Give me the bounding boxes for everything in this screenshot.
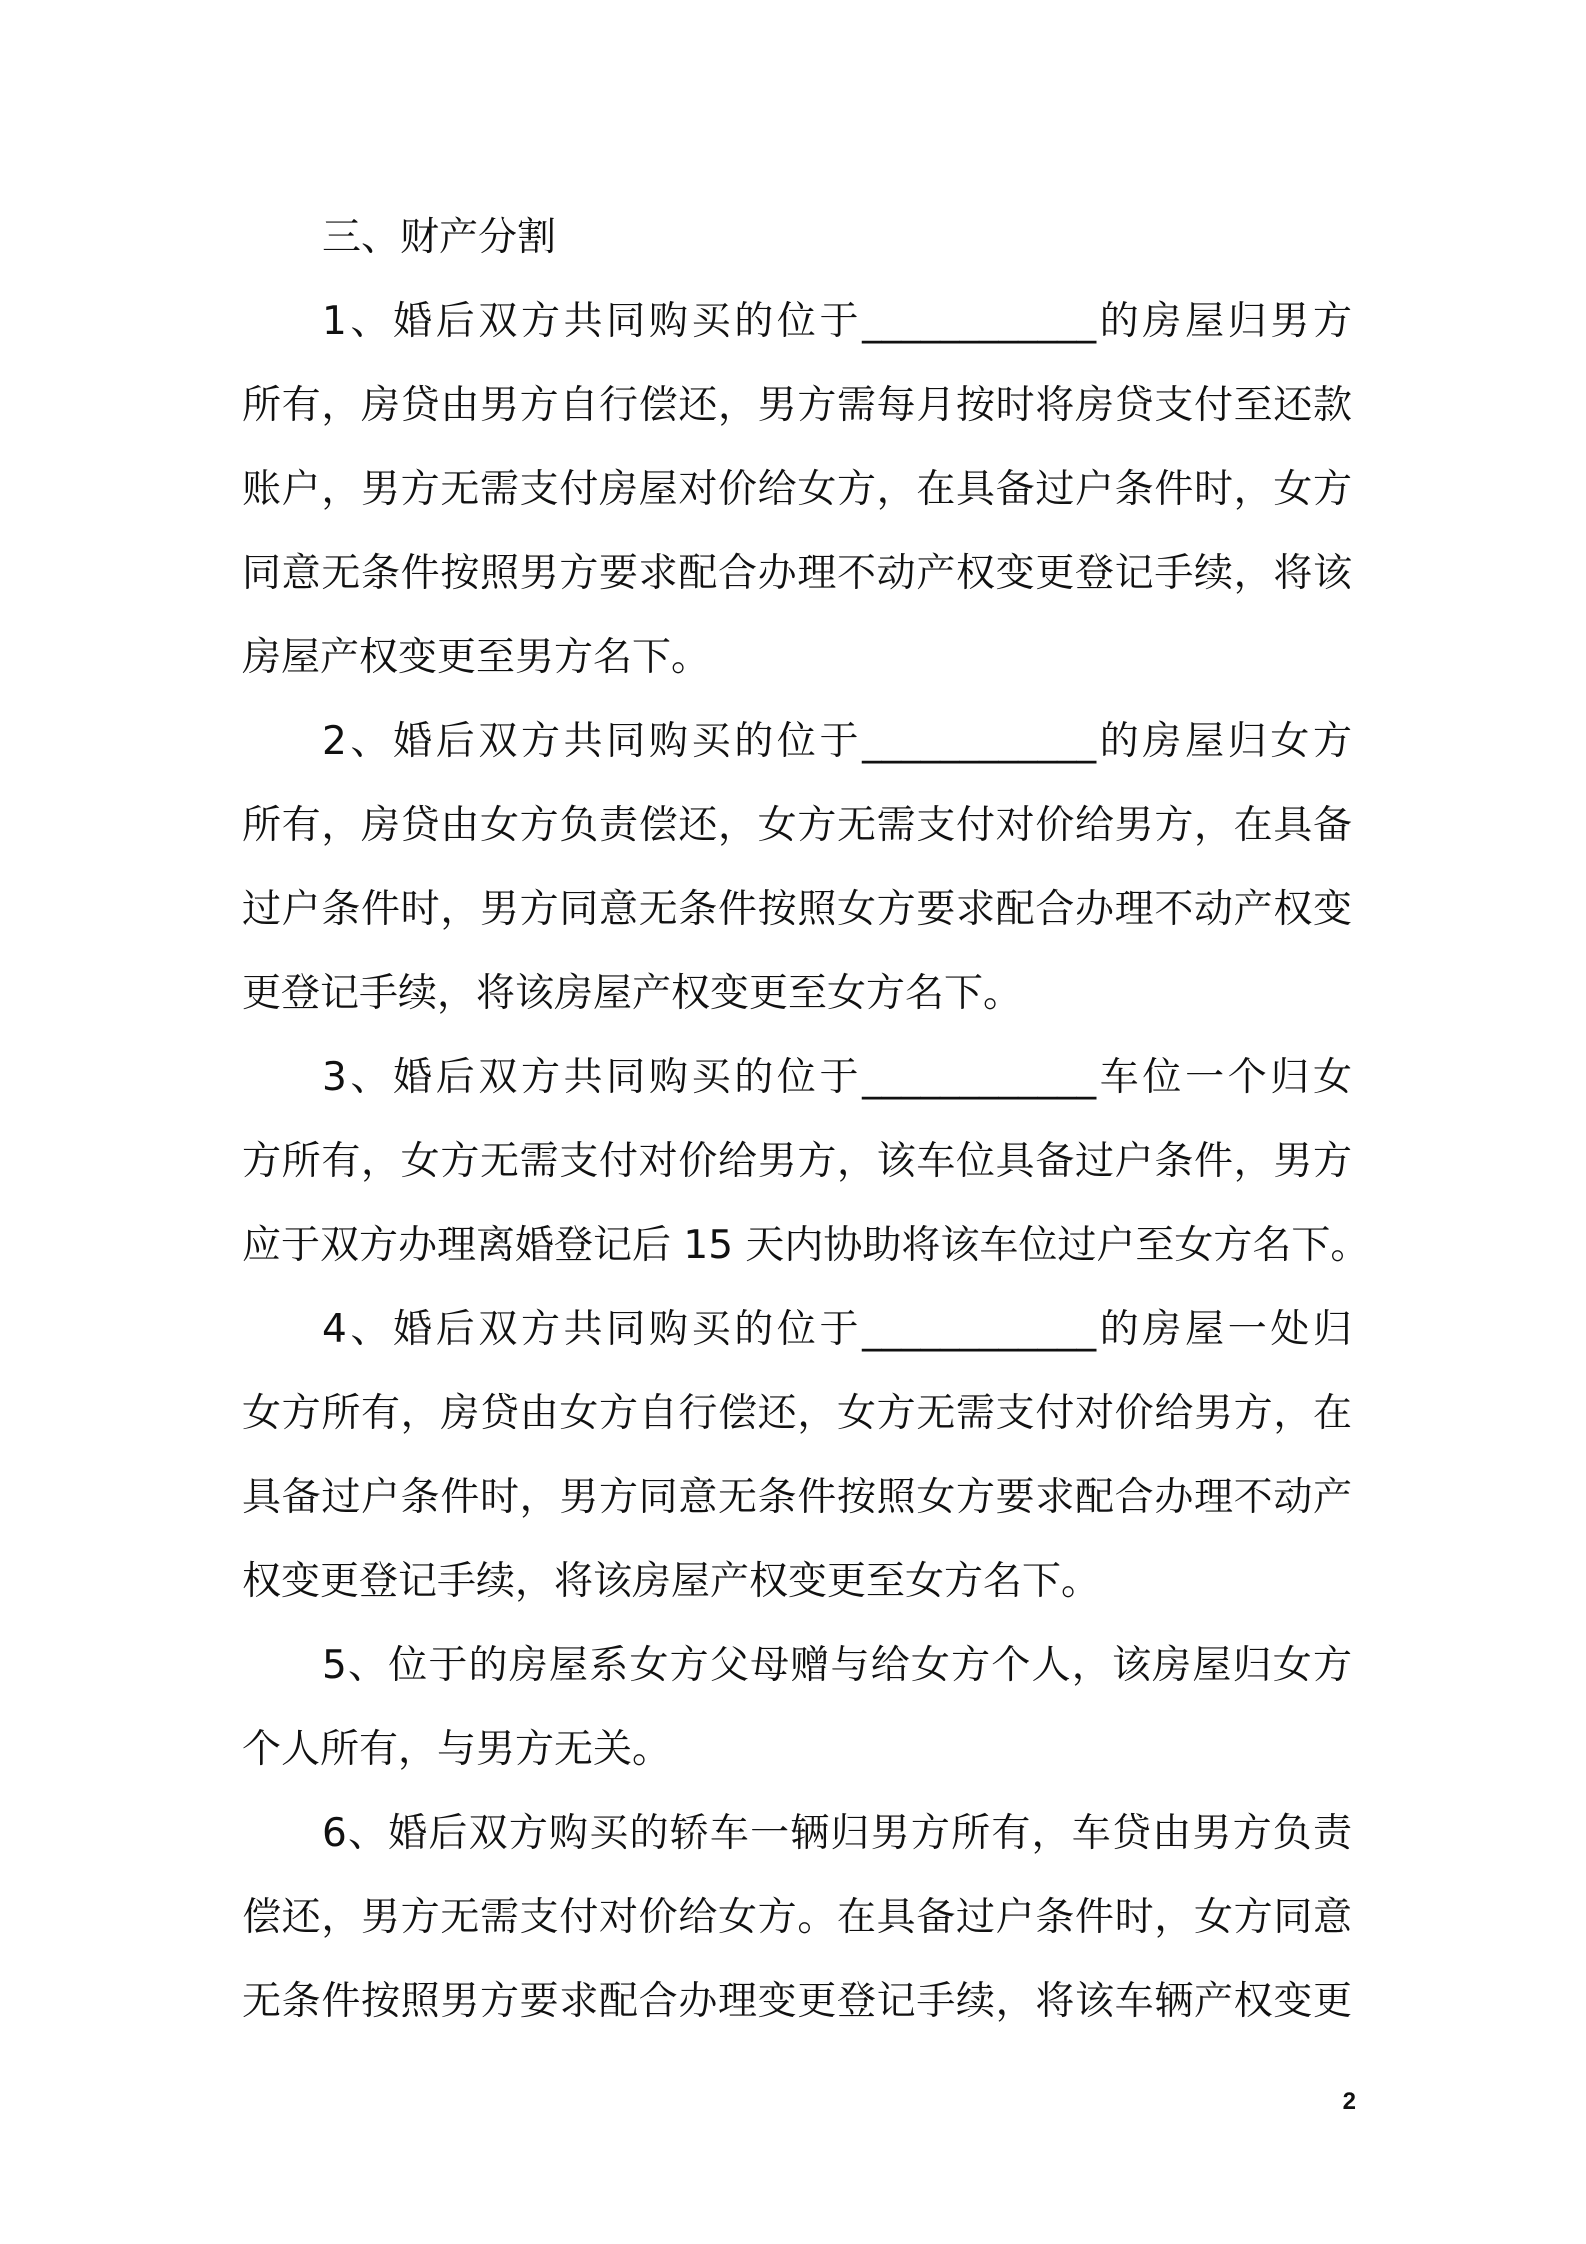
paragraph-item-4 (242, 1288, 1352, 1624)
paragraph-line: 6、婚后双方购买的轿车一辆归男方所有，车贷由男方负责 (322, 1811, 1352, 1856)
paragraph-line: 权变更登记手续，将该房屋产权变更至女方名下。 (242, 1559, 1101, 1604)
paragraph-line: 账户，男方无需支付房屋对价给女方，在具备过户条件时，女方 (242, 467, 1352, 512)
paragraph-item-3 (242, 1036, 1370, 1288)
paragraph-line: 所有，房贷由女方负责偿还，女方无需支付对价给男方，在具备 (242, 803, 1352, 848)
paragraph-line: 偿还，男方无需支付对价给女方。在具备过户条件时，女方同意 (242, 1895, 1352, 1940)
paragraph-line: 5、位于的房屋系女方父母赠与给女方个人，该房屋归女方 (322, 1643, 1352, 1688)
paragraph-line: 4、婚后双方共同购买的位于____________的房屋一处归 (322, 1307, 1352, 1352)
paragraph-item-2 (242, 700, 1352, 1036)
paragraph-line: 2、婚后双方共同购买的位于____________的房屋归女方 (322, 719, 1352, 764)
paragraph-line: 房屋产权变更至男方名下。 (242, 635, 711, 680)
page-number: 2 (1342, 2088, 1356, 2115)
paragraph-line: 1、婚后双方共同购买的位于____________的房屋归男方 (322, 299, 1352, 344)
paragraph-line: 所有，房贷由男方自行偿还，男方需每月按时将房贷支付至还款 (242, 383, 1352, 428)
paragraph-line: 女方所有，房贷由女方自行偿还，女方无需支付对价给男方，在 (242, 1391, 1352, 1436)
paragraph-line: 具备过户条件时，男方同意无条件按照女方要求配合办理不动产 (242, 1475, 1352, 1520)
document-body (242, 196, 1370, 2044)
paragraph-line: 同意无条件按照男方要求配合办理不动产权变更登记手续，将该 (242, 551, 1352, 596)
paragraph-line: 更登记手续，将该房屋产权变更至女方名下。 (242, 971, 1023, 1016)
paragraph-item-6 (242, 1792, 1352, 2044)
section-heading: 三、财产分割 (322, 215, 557, 260)
paragraph-item-1 (242, 280, 1352, 700)
paragraph-line: 应于双方办理离婚登记后 15 天内协助将该车位过户至女方名下。 (242, 1223, 1370, 1268)
paragraph-item-5 (242, 1624, 1352, 1792)
paragraph-line: 3、婚后双方共同购买的位于____________车位一个归女 (322, 1055, 1352, 1100)
paragraph-line: 方所有，女方无需支付对价给男方，该车位具备过户条件，男方 (242, 1139, 1352, 1184)
paragraph-line: 无条件按照男方要求配合办理变更登记手续，将该车辆产权变更 (242, 1979, 1352, 2024)
paragraph-line: 过户条件时，男方同意无条件按照女方要求配合办理不动产权变 (242, 887, 1352, 932)
paragraph-line: 个人所有，与男方无关。 (242, 1727, 672, 1772)
